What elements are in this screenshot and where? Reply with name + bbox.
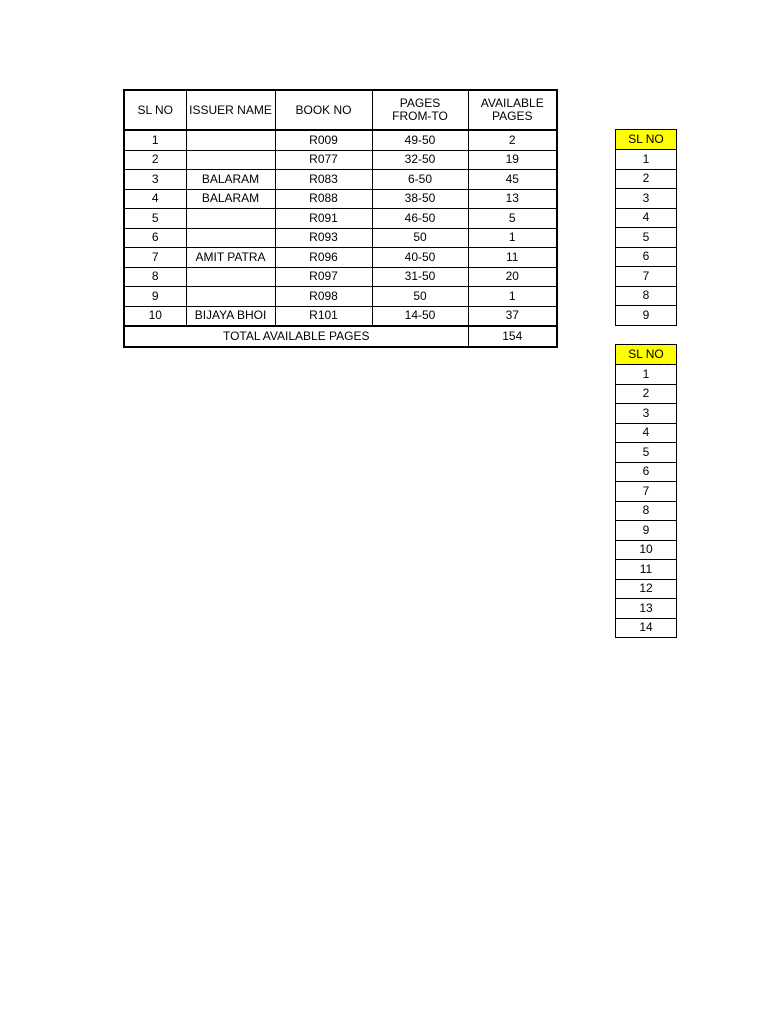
book-no-cell: R083 bbox=[275, 170, 372, 190]
book-no-cell: R088 bbox=[275, 189, 372, 209]
table-row bbox=[616, 462, 677, 482]
sl-no-header: SL NO bbox=[616, 130, 677, 150]
table-header-row bbox=[124, 90, 557, 130]
table-body bbox=[616, 365, 677, 638]
sl-no-cell: 9 bbox=[616, 306, 677, 326]
table-row bbox=[124, 170, 557, 190]
sl-no-cell: 4 bbox=[124, 189, 186, 209]
table-row bbox=[124, 130, 557, 150]
sl-no-cell: 13 bbox=[616, 599, 677, 619]
pages-from-to-cell: 32-50 bbox=[372, 150, 468, 170]
available-pages-cell: 19 bbox=[468, 150, 557, 170]
available-pages-cell: 20 bbox=[468, 267, 557, 287]
table-header-row bbox=[616, 130, 677, 150]
sl-no-table-1 bbox=[615, 129, 677, 326]
sl-no-cell: 7 bbox=[124, 248, 186, 268]
sl-no-cell: 10 bbox=[616, 540, 677, 560]
book-no-cell: R096 bbox=[275, 248, 372, 268]
sl-no-cell: 8 bbox=[616, 286, 677, 306]
table-row bbox=[124, 228, 557, 248]
sl-no-cell: 6 bbox=[616, 247, 677, 267]
sl-no-cell: 14 bbox=[616, 618, 677, 638]
sl-no-cell: 11 bbox=[616, 560, 677, 580]
sl-no-cell: 6 bbox=[616, 462, 677, 482]
issuer-name-cell bbox=[186, 209, 275, 229]
table-row bbox=[616, 150, 677, 170]
sl-no-cell: 3 bbox=[616, 404, 677, 424]
table-row bbox=[616, 540, 677, 560]
available-pages-cell: 37 bbox=[468, 306, 557, 326]
issuer-name-cell bbox=[186, 267, 275, 287]
sl-no-cell: 1 bbox=[124, 130, 186, 150]
table-row bbox=[124, 287, 557, 307]
table-row bbox=[616, 208, 677, 228]
sl-no-cell: 2 bbox=[616, 384, 677, 404]
table-body bbox=[124, 130, 557, 326]
pages-from-to-cell: 6-50 bbox=[372, 170, 468, 190]
table-row bbox=[616, 247, 677, 267]
issuer-name-cell bbox=[186, 228, 275, 248]
table-row bbox=[616, 482, 677, 502]
header-sl-no: SL NO bbox=[124, 90, 186, 130]
available-pages-cell: 45 bbox=[468, 170, 557, 190]
sl-no-cell: 4 bbox=[616, 208, 677, 228]
table-row bbox=[616, 267, 677, 287]
sl-no-cell: 5 bbox=[616, 443, 677, 463]
table-row bbox=[616, 384, 677, 404]
table-header-row bbox=[616, 345, 677, 365]
sl-no-cell: 7 bbox=[616, 267, 677, 287]
total-row bbox=[124, 326, 557, 347]
pages-from-to-cell: 49-50 bbox=[372, 130, 468, 150]
book-no-cell: R098 bbox=[275, 287, 372, 307]
issuer-name-cell: BALARAM bbox=[186, 189, 275, 209]
table-row bbox=[124, 248, 557, 268]
sl-no-cell: 10 bbox=[124, 306, 186, 326]
table-row bbox=[616, 599, 677, 619]
pages-from-to-cell: 46-50 bbox=[372, 209, 468, 229]
table-row bbox=[616, 306, 677, 326]
table-row bbox=[616, 501, 677, 521]
table-row bbox=[616, 443, 677, 463]
header-issuer-name: ISSUER NAME bbox=[186, 90, 275, 130]
sl-no-cell: 12 bbox=[616, 579, 677, 599]
book-no-cell: R091 bbox=[275, 209, 372, 229]
issuer-name-cell bbox=[186, 287, 275, 307]
book-no-cell: R009 bbox=[275, 130, 372, 150]
table-row bbox=[124, 150, 557, 170]
available-pages-cell: 1 bbox=[468, 228, 557, 248]
book-no-cell: R093 bbox=[275, 228, 372, 248]
sl-no-cell: 9 bbox=[124, 287, 186, 307]
sl-no-cell: 3 bbox=[124, 170, 186, 190]
sl-no-cell: 3 bbox=[616, 189, 677, 209]
available-pages-cell: 11 bbox=[468, 248, 557, 268]
sl-no-cell: 7 bbox=[616, 482, 677, 502]
sl-no-cell: 5 bbox=[616, 228, 677, 248]
table-row bbox=[124, 209, 557, 229]
pages-from-to-cell: 40-50 bbox=[372, 248, 468, 268]
table-row bbox=[616, 618, 677, 638]
table-row bbox=[616, 423, 677, 443]
table-row bbox=[616, 228, 677, 248]
sl-no-cell: 2 bbox=[616, 169, 677, 189]
table-row bbox=[616, 365, 677, 385]
sl-no-cell: 8 bbox=[616, 501, 677, 521]
sl-no-header: SL NO bbox=[616, 345, 677, 365]
sl-no-cell: 6 bbox=[124, 228, 186, 248]
table-row bbox=[616, 404, 677, 424]
pages-from-to-cell: 14-50 bbox=[372, 306, 468, 326]
book-no-cell: R101 bbox=[275, 306, 372, 326]
sl-no-cell: 1 bbox=[616, 150, 677, 170]
table-row bbox=[616, 189, 677, 209]
table-row bbox=[616, 579, 677, 599]
sl-no-cell: 5 bbox=[124, 209, 186, 229]
issuer-name-cell: AMIT PATRA bbox=[186, 248, 275, 268]
sl-no-cell: 2 bbox=[124, 150, 186, 170]
book-no-cell: R097 bbox=[275, 267, 372, 287]
available-pages-cell: 2 bbox=[468, 130, 557, 150]
sl-no-cell: 4 bbox=[616, 423, 677, 443]
total-label: TOTAL AVAILABLE PAGES bbox=[124, 326, 468, 347]
book-issue-table bbox=[123, 89, 558, 348]
table-row bbox=[124, 189, 557, 209]
sl-no-cell: 9 bbox=[616, 521, 677, 541]
sl-no-cell: 1 bbox=[616, 365, 677, 385]
available-pages-cell: 13 bbox=[468, 189, 557, 209]
header-available-pages: AVAILABLE PAGES bbox=[468, 90, 557, 130]
table-row bbox=[616, 560, 677, 580]
issuer-name-cell: BALARAM bbox=[186, 170, 275, 190]
issuer-name-cell bbox=[186, 130, 275, 150]
header-pages-from-to: PAGES FROM-TO bbox=[372, 90, 468, 130]
pages-from-to-cell: 38-50 bbox=[372, 189, 468, 209]
table-row bbox=[616, 169, 677, 189]
book-no-cell: R077 bbox=[275, 150, 372, 170]
issuer-name-cell: BIJAYA BHOI bbox=[186, 306, 275, 326]
table-row bbox=[616, 286, 677, 306]
total-value: 154 bbox=[468, 326, 557, 347]
available-pages-cell: 5 bbox=[468, 209, 557, 229]
issuer-name-cell bbox=[186, 150, 275, 170]
pages-from-to-cell: 50 bbox=[372, 228, 468, 248]
header-book-no: BOOK NO bbox=[275, 90, 372, 130]
pages-from-to-cell: 50 bbox=[372, 287, 468, 307]
sl-no-cell: 8 bbox=[124, 267, 186, 287]
table-row bbox=[616, 521, 677, 541]
sl-no-table-2 bbox=[615, 344, 677, 638]
table-body bbox=[616, 150, 677, 326]
table-row bbox=[124, 267, 557, 287]
pages-from-to-cell: 31-50 bbox=[372, 267, 468, 287]
available-pages-cell: 1 bbox=[468, 287, 557, 307]
table-row bbox=[124, 306, 557, 326]
